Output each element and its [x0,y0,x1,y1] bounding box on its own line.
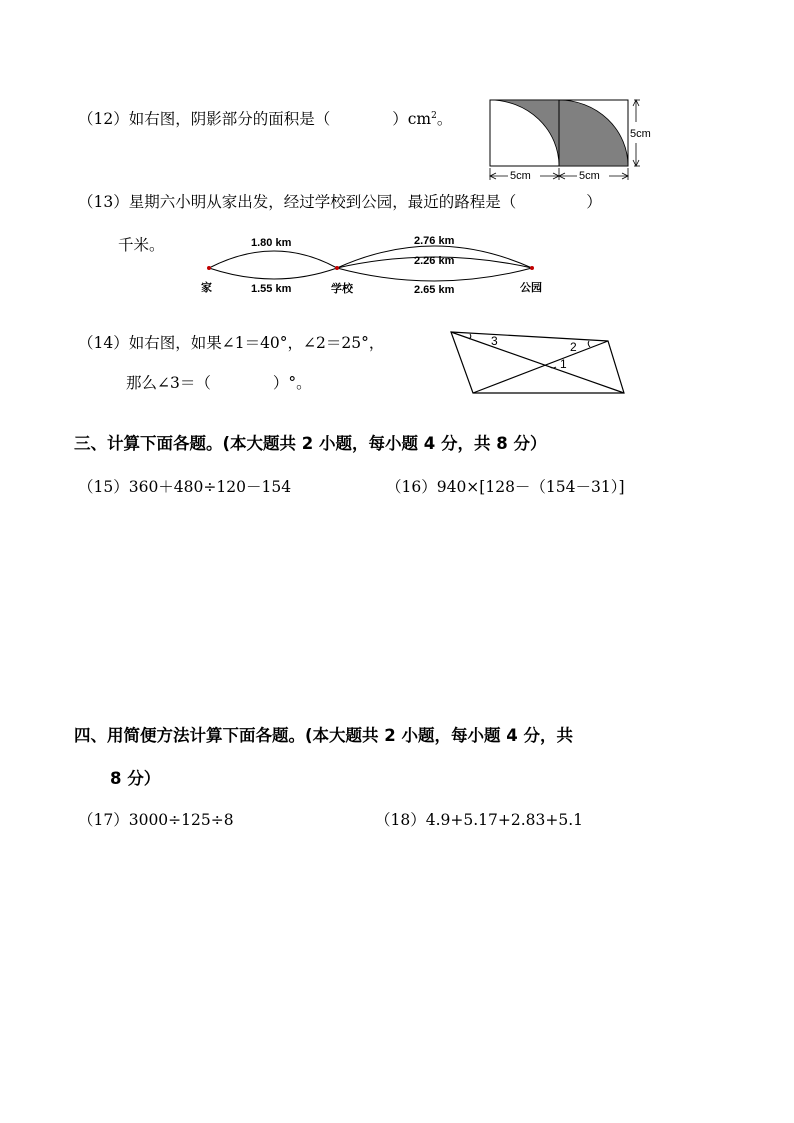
question-12 [78,107,452,129]
section-4-heading-line2: 8 分） [110,769,161,788]
question-18: （18）4.9+5.17+2.83+5.1 [375,811,584,829]
q14-parallelogram-figure [446,326,630,398]
q13-label-home: 家 [201,282,212,294]
q12-height-label: 5cm [630,128,651,140]
q14-angle-2-label: 2 [570,340,577,354]
question-13-line1 [78,190,602,212]
q14-prefix: 那么∠3＝（ [126,374,211,392]
q12-superscript: 2 [431,110,437,121]
q13-label-school-park-top2: 2.26 km [414,255,455,267]
q12-width-label-right: 5cm [579,170,600,182]
q14-angle-1-label: 1 [560,357,567,371]
q13-label-home-school-bottom: 1.55 km [251,283,292,295]
q13-suffix: ） [586,193,602,211]
question-15: （15）360＋480÷120－154 [78,478,292,496]
section-4-heading-line1: 四、用简便方法计算下面各题。(本大题共 2 小题，每小题 4 分，共 [74,726,573,745]
q12-end: 。 [436,110,453,128]
question-14-line2 [126,371,312,393]
question-17: （17）3000÷125÷8 [78,811,234,829]
q13-label-school-park-bottom: 2.65 km [414,284,455,296]
section-3-heading: 三、计算下面各题。(本大题共 2 小题，每小题 4 分，共 8 分） [74,434,547,453]
q13-prefix: （13）星期六小明从家出发，经过学校到公园，最近的路程是（ [78,193,517,211]
question-16: （16）940×[128－（154－31）] [386,478,625,496]
q12-prefix: （12）如右图，阴影部分的面积是（ [78,110,331,128]
q13-label-park: 公园 [520,282,542,294]
question-14-line1: （14）如右图，如果∠1＝40°，∠2＝25°， [78,334,385,352]
q12-width-label-left: 5cm [510,170,531,182]
q14-suffix: ）°。 [272,374,312,392]
question-13-line2: 千米。 [118,236,165,254]
q13-label-home-school-top: 1.80 km [251,237,292,249]
q13-label-school: 学校 [331,283,353,295]
q13-label-school-park-top1: 2.76 km [414,235,455,247]
q14-angle-3-label: 3 [491,334,498,348]
q12-suffix: ）cm [392,110,432,128]
